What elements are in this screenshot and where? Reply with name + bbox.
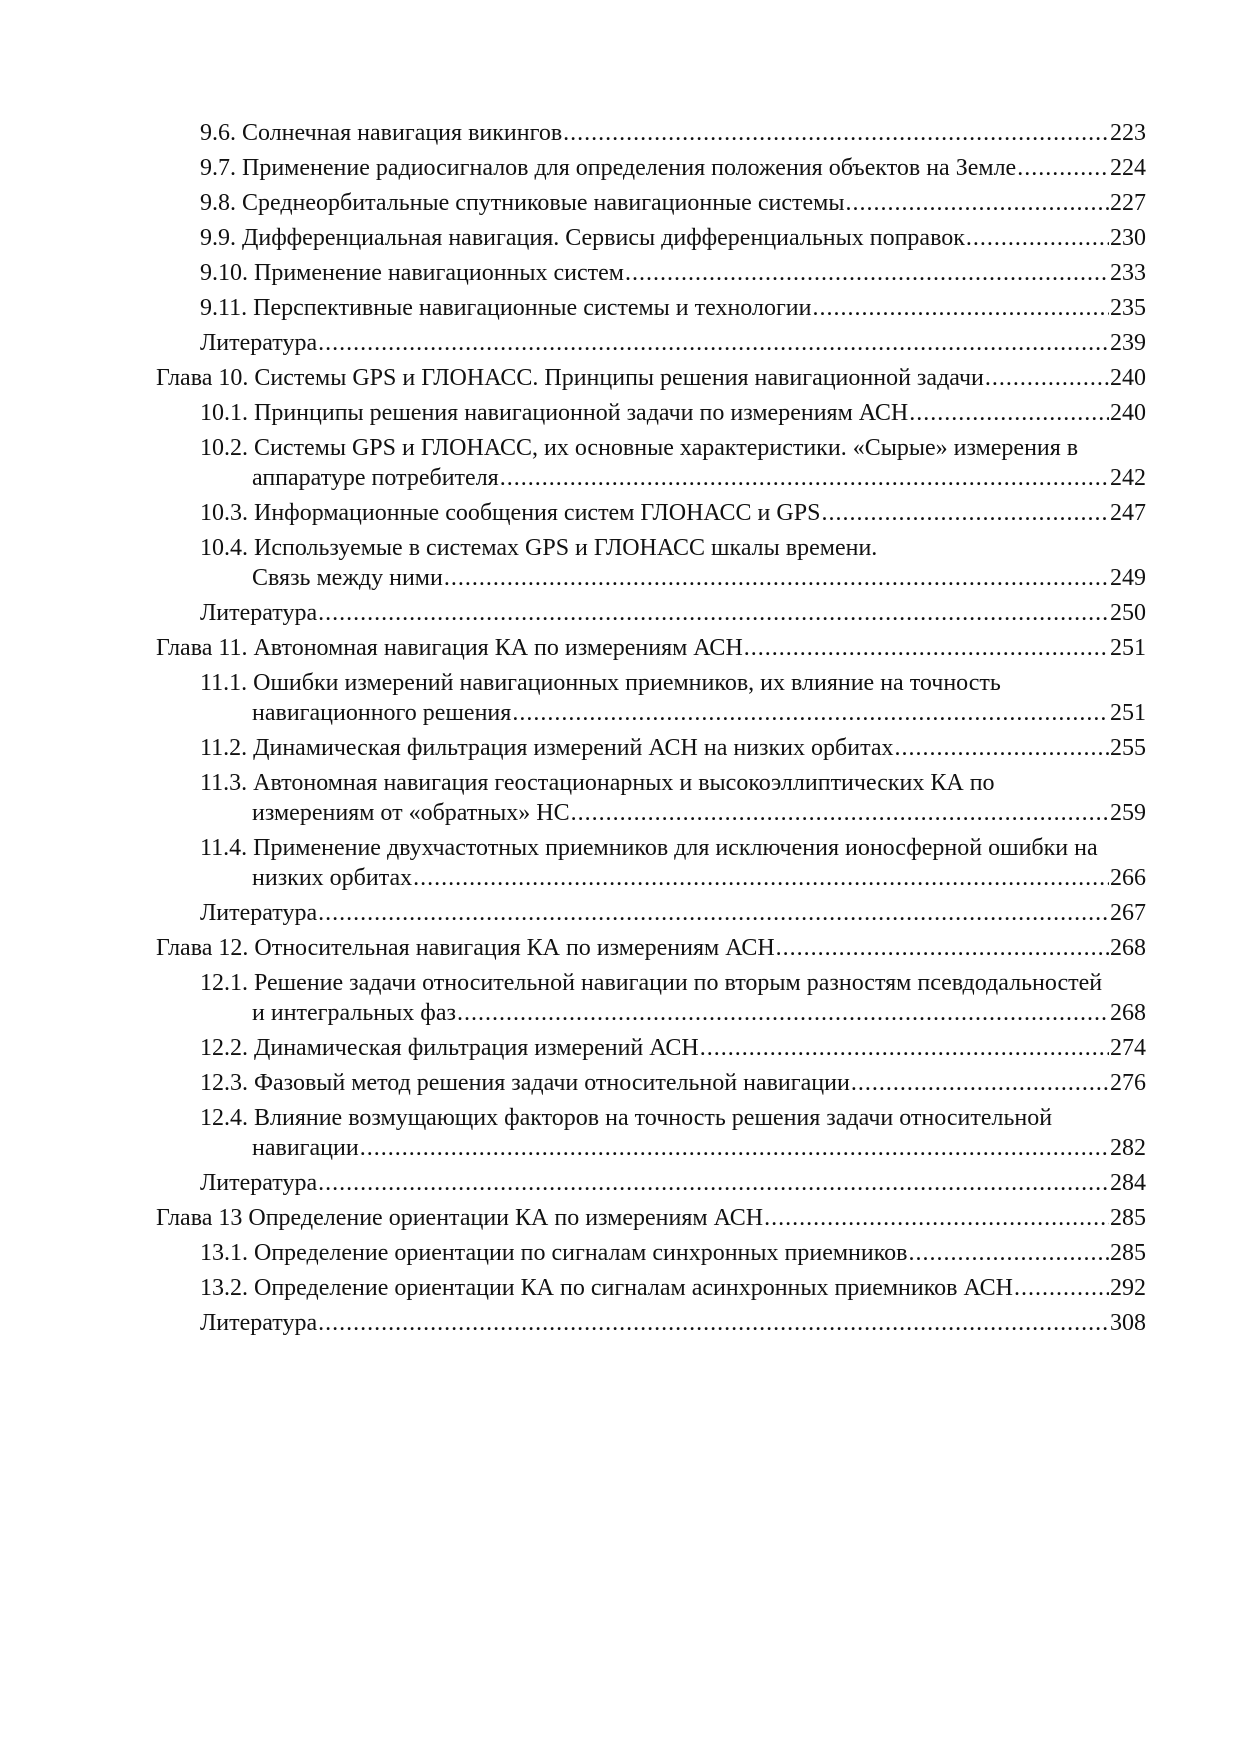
toc-page-number: 224 bbox=[1110, 155, 1146, 181]
toc-dot-leader bbox=[813, 293, 1110, 323]
toc-entry-title: Литература bbox=[200, 900, 318, 926]
toc-entry[interactable] bbox=[200, 258, 1146, 288]
toc-page-number: 251 bbox=[1110, 635, 1146, 661]
toc-entry-title: Литература bbox=[200, 1310, 318, 1336]
toc-entry-title: Глава 13 Определение ориентации КА по измерениям АСН bbox=[156, 1205, 764, 1231]
toc-page-number: 276 bbox=[1110, 1070, 1146, 1096]
toc-entry-title-line1: 11.3. Автономная навигация геостационарных и высокоэллиптических КА по bbox=[200, 770, 995, 796]
toc-entry-title: Глава 12. Относительная навигация КА по измерениям АСН bbox=[156, 935, 775, 961]
toc-page-number: 235 bbox=[1110, 295, 1146, 321]
toc-dot-leader bbox=[500, 463, 1109, 493]
table-of-contents bbox=[156, 118, 1146, 1343]
toc-entry[interactable] bbox=[200, 1033, 1146, 1063]
toc-entry[interactable] bbox=[200, 1238, 1146, 1268]
toc-page-number: 249 bbox=[1110, 565, 1146, 591]
toc-page-number: 285 bbox=[1110, 1240, 1146, 1266]
toc-page-number: 251 bbox=[1110, 700, 1146, 726]
toc-entry[interactable] bbox=[200, 733, 1146, 763]
toc-entry[interactable] bbox=[200, 498, 1146, 528]
toc-entry[interactable] bbox=[200, 533, 1146, 593]
toc-entry-title: 9.11. Перспективные навигационные системы и технологии bbox=[200, 295, 812, 321]
toc-entry-title-line1: 12.1. Решение задачи относительной навигации по вторым разностям псевдодальностей bbox=[200, 970, 1103, 996]
toc-entry[interactable] bbox=[200, 153, 1146, 183]
toc-entry[interactable] bbox=[200, 1168, 1146, 1198]
toc-dot-leader bbox=[895, 733, 1109, 763]
toc-dot-leader bbox=[318, 1308, 1109, 1338]
toc-entry-title: Литература bbox=[200, 330, 318, 356]
toc-entry-title: Глава 10. Системы GPS и ГЛОНАСС. Принципы решения навигационной задачи bbox=[156, 365, 984, 391]
toc-dot-leader bbox=[563, 118, 1109, 148]
toc-page-number: 223 bbox=[1110, 120, 1146, 146]
toc-dot-leader bbox=[1014, 1273, 1109, 1303]
toc-entry[interactable] bbox=[200, 1273, 1146, 1303]
toc-chapter-entry[interactable] bbox=[156, 1203, 1146, 1233]
toc-page-number: 274 bbox=[1110, 1035, 1146, 1061]
toc-chapter-entry[interactable] bbox=[156, 933, 1146, 963]
toc-dot-leader bbox=[444, 563, 1109, 593]
toc-entry-title: 13.1. Определение ориентации по сигналам синхронных приемников bbox=[200, 1240, 908, 1266]
toc-entry[interactable] bbox=[200, 1103, 1146, 1163]
toc-dot-leader bbox=[851, 1068, 1109, 1098]
toc-entry-title: Литература bbox=[200, 600, 318, 626]
toc-entry-title: 9.10. Применение навигационных систем bbox=[200, 260, 624, 286]
toc-page-number: 267 bbox=[1110, 900, 1146, 926]
toc-dot-leader bbox=[909, 1238, 1110, 1268]
toc-entry[interactable] bbox=[200, 833, 1146, 893]
toc-page-number: 285 bbox=[1110, 1205, 1146, 1231]
toc-dot-leader bbox=[413, 863, 1109, 893]
toc-entry[interactable] bbox=[200, 768, 1146, 828]
toc-entry-title: и интегральных фаз bbox=[252, 1000, 456, 1026]
toc-dot-leader bbox=[625, 258, 1109, 288]
toc-entry-title: 11.2. Динамическая фильтрация измерений АСН на низких орбитах bbox=[200, 735, 894, 761]
toc-entry-title-line1: 10.4. Используемые в системах GPS и ГЛОНАСС шкалы времени. bbox=[200, 535, 878, 561]
toc-entry-title: Связь между ними bbox=[252, 565, 443, 591]
toc-entry-title: измерениям от «обратных» НС bbox=[252, 800, 570, 826]
toc-entry-title: 9.8. Среднеорбитальные спутниковые навигационные системы bbox=[200, 190, 845, 216]
toc-page-number: 292 bbox=[1110, 1275, 1146, 1301]
toc-entry-title: Глава 11. Автономная навигация КА по измерениям АСН bbox=[156, 635, 743, 661]
toc-chapter-entry[interactable] bbox=[156, 633, 1146, 663]
toc-entry-title: 9.9. Дифференциальная навигация. Сервисы дифференциальных поправок bbox=[200, 225, 965, 251]
toc-entry-title: 10.3. Информационные сообщения систем ГЛОНАСС и GPS bbox=[200, 500, 821, 526]
toc-page-number: 250 bbox=[1110, 600, 1146, 626]
toc-chapter-entry[interactable] bbox=[156, 363, 1146, 393]
toc-page-number: 242 bbox=[1110, 465, 1146, 491]
toc-entry-title: 12.2. Динамическая фильтрация измерений АСН bbox=[200, 1035, 699, 1061]
toc-dot-leader bbox=[360, 1133, 1109, 1163]
toc-dot-leader bbox=[318, 328, 1109, 358]
toc-page-number: 230 bbox=[1110, 225, 1146, 251]
toc-dot-leader bbox=[985, 363, 1109, 393]
toc-entry-title: 10.1. Принципы решения навигационной задачи по измерениям АСН bbox=[200, 400, 909, 426]
toc-entry[interactable] bbox=[200, 328, 1146, 358]
toc-page-number: 240 bbox=[1110, 400, 1146, 426]
toc-page-number: 255 bbox=[1110, 735, 1146, 761]
toc-page-number: 240 bbox=[1110, 365, 1146, 391]
toc-dot-leader bbox=[776, 933, 1109, 963]
toc-entry-title: 12.3. Фазовый метод решения задачи относительной навигации bbox=[200, 1070, 850, 1096]
toc-page-number: 284 bbox=[1110, 1170, 1146, 1196]
toc-entry-title: 9.7. Применение радиосигналов для определения положения объектов на Земле bbox=[200, 155, 1017, 181]
toc-entry[interactable] bbox=[200, 968, 1146, 1028]
toc-entry[interactable] bbox=[200, 668, 1146, 728]
toc-page-number: 268 bbox=[1110, 935, 1146, 961]
toc-entry-title: 13.2. Определение ориентации КА по сигналам асинхронных приемников АСН bbox=[200, 1275, 1013, 1301]
toc-dot-leader bbox=[821, 498, 1109, 528]
toc-entry[interactable] bbox=[200, 398, 1146, 428]
toc-entry[interactable] bbox=[200, 1068, 1146, 1098]
toc-entry[interactable] bbox=[200, 433, 1146, 493]
toc-dot-leader bbox=[966, 223, 1109, 253]
toc-entry[interactable] bbox=[200, 1308, 1146, 1338]
toc-entry-title: навигации bbox=[252, 1135, 359, 1161]
toc-dot-leader bbox=[512, 698, 1109, 728]
toc-entry[interactable] bbox=[200, 598, 1146, 628]
toc-entry[interactable] bbox=[200, 118, 1146, 148]
toc-page-number: 247 bbox=[1110, 500, 1146, 526]
toc-dot-leader bbox=[318, 1168, 1109, 1198]
toc-dot-leader bbox=[571, 798, 1109, 828]
toc-entry-title: навигационного решения bbox=[252, 700, 512, 726]
toc-page-number: 266 bbox=[1110, 865, 1146, 891]
toc-page-number: 227 bbox=[1110, 190, 1146, 216]
toc-entry-title-line1: 11.4. Применение двухчастотных приемников для исключения ионосферной ошибки на bbox=[200, 835, 1098, 861]
toc-page-number: 282 bbox=[1110, 1135, 1146, 1161]
toc-entry-title: 9.6. Солнечная навигация викингов bbox=[200, 120, 563, 146]
toc-entry[interactable] bbox=[200, 223, 1146, 253]
toc-dot-leader bbox=[744, 633, 1109, 663]
toc-entry-title-line1: 11.1. Ошибки измерений навигационных приемников, их влияние на точность bbox=[200, 670, 1001, 696]
toc-dot-leader bbox=[457, 998, 1109, 1028]
toc-page-number: 308 bbox=[1110, 1310, 1146, 1336]
toc-entry-title: низких орбитах bbox=[252, 865, 413, 891]
toc-entry[interactable] bbox=[200, 188, 1146, 218]
toc-entry-title-line1: 12.4. Влияние возмущающих факторов на точность решения задачи относительной bbox=[200, 1105, 1053, 1131]
toc-dot-leader bbox=[909, 398, 1109, 428]
toc-entry-title: аппаратуре потребителя bbox=[252, 465, 499, 491]
toc-entry[interactable] bbox=[200, 898, 1146, 928]
toc-dot-leader bbox=[700, 1033, 1109, 1063]
toc-entry[interactable] bbox=[200, 293, 1146, 323]
toc-page-number: 268 bbox=[1110, 1000, 1146, 1026]
toc-dot-leader bbox=[1017, 153, 1109, 183]
toc-dot-leader bbox=[318, 598, 1109, 628]
toc-page-number: 233 bbox=[1110, 260, 1146, 286]
toc-page-number: 259 bbox=[1110, 800, 1146, 826]
toc-entry-title: Литература bbox=[200, 1170, 318, 1196]
toc-dot-leader bbox=[764, 1203, 1109, 1233]
toc-entry-title-line1: 10.2. Системы GPS и ГЛОНАСС, их основные характеристики. «Сырые» измерения в bbox=[200, 435, 1079, 461]
toc-dot-leader bbox=[318, 898, 1109, 928]
toc-dot-leader bbox=[845, 188, 1109, 218]
toc-page-number: 239 bbox=[1110, 330, 1146, 356]
